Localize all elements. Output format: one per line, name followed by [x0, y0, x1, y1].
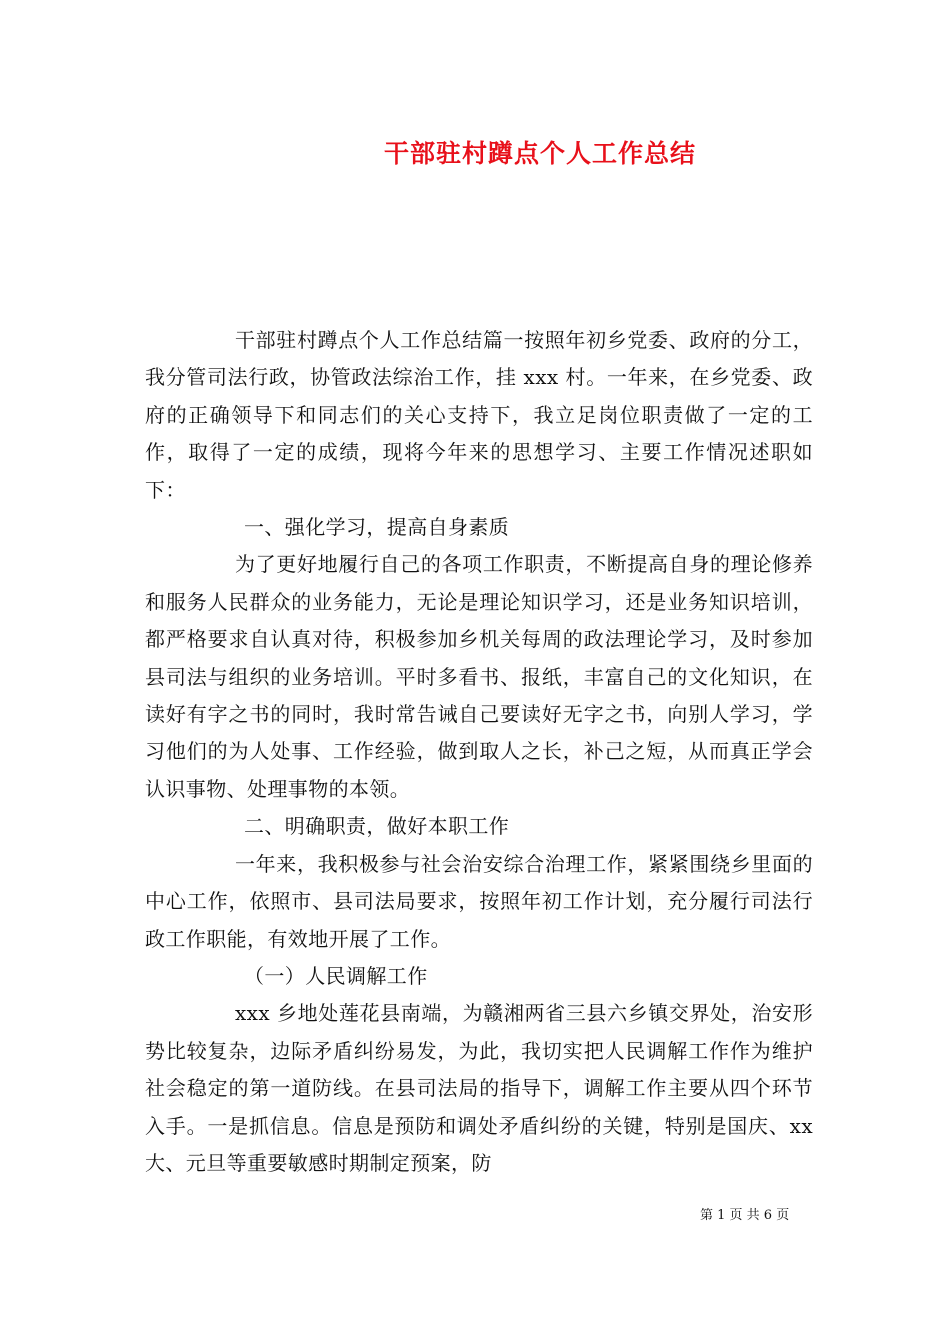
section-2-paragraph: 一年来，我积极参与社会治安综合治理工作，紧紧围绕乡里面的中心工作，依照市、县司法局要求，按照年初工作计划，充分履行司法行政工作职能，有效地开展了工作。 [145, 851, 813, 951]
section-1-paragraph: 为了更好地履行自己的各项工作职责，不断提高自身的理论修养和服务人民群众的业务能力，无论是理论知识学习，还是业务知识培训，都严格要求自认真对待，积极参加乡机关每周的政法理论学习，及时参加县司法与组织的业务培训。平时多看书、报纸，丰富自己的文化知识，在读好有字之书的同时，我时常告诫自己要读好无字之书，向别人学习，学习他们的为人处事、工作经验，做到取人之长，补己之短，从而真正学会认识事物、处理事物的本领。 [145, 552, 813, 801]
subsection-heading-1: （一）人民调解工作 [244, 963, 428, 988]
page-number-footer: 第 1 页 共 6 页 [700, 1208, 790, 1223]
section-heading-2: 二、明确职责，做好本职工作 [244, 814, 510, 839]
document-title: 干部驻村蹲点个人工作总结 [383, 139, 696, 168]
document-body [145, 322, 813, 1182]
subsection-1-paragraph: xxx 乡地处莲花县南端，为赣湘两省三县六乡镇交界处，治安形势比较复杂，边际矛盾纠纷易发，为此，我切实把人民调解工作作为维护社会稳定的第一道防线。在县司法局的指导下，调解工作主要从四个环节入手。一是抓信息。信息是预防和调处矛盾纠纷的关键，特别是国庆、xx 大、元旦等重要敏感时期制定预案，防 [145, 1001, 813, 1175]
section-heading-1: 一、强化学习，提高自身素质 [244, 515, 510, 540]
intro-paragraph: 干部驻村蹲点个人工作总结篇一按照年初乡党委、政府的分工，我分管司法行政，协管政法综治工作，挂 xxx 村。一年来，在乡党委、政府的正确领导下和同志们的关心支持下，我立足岗位职责做了一定的工作，取得了一定的成绩，现将今年来的思想学习、主要工作情况述职如下： [145, 328, 813, 502]
